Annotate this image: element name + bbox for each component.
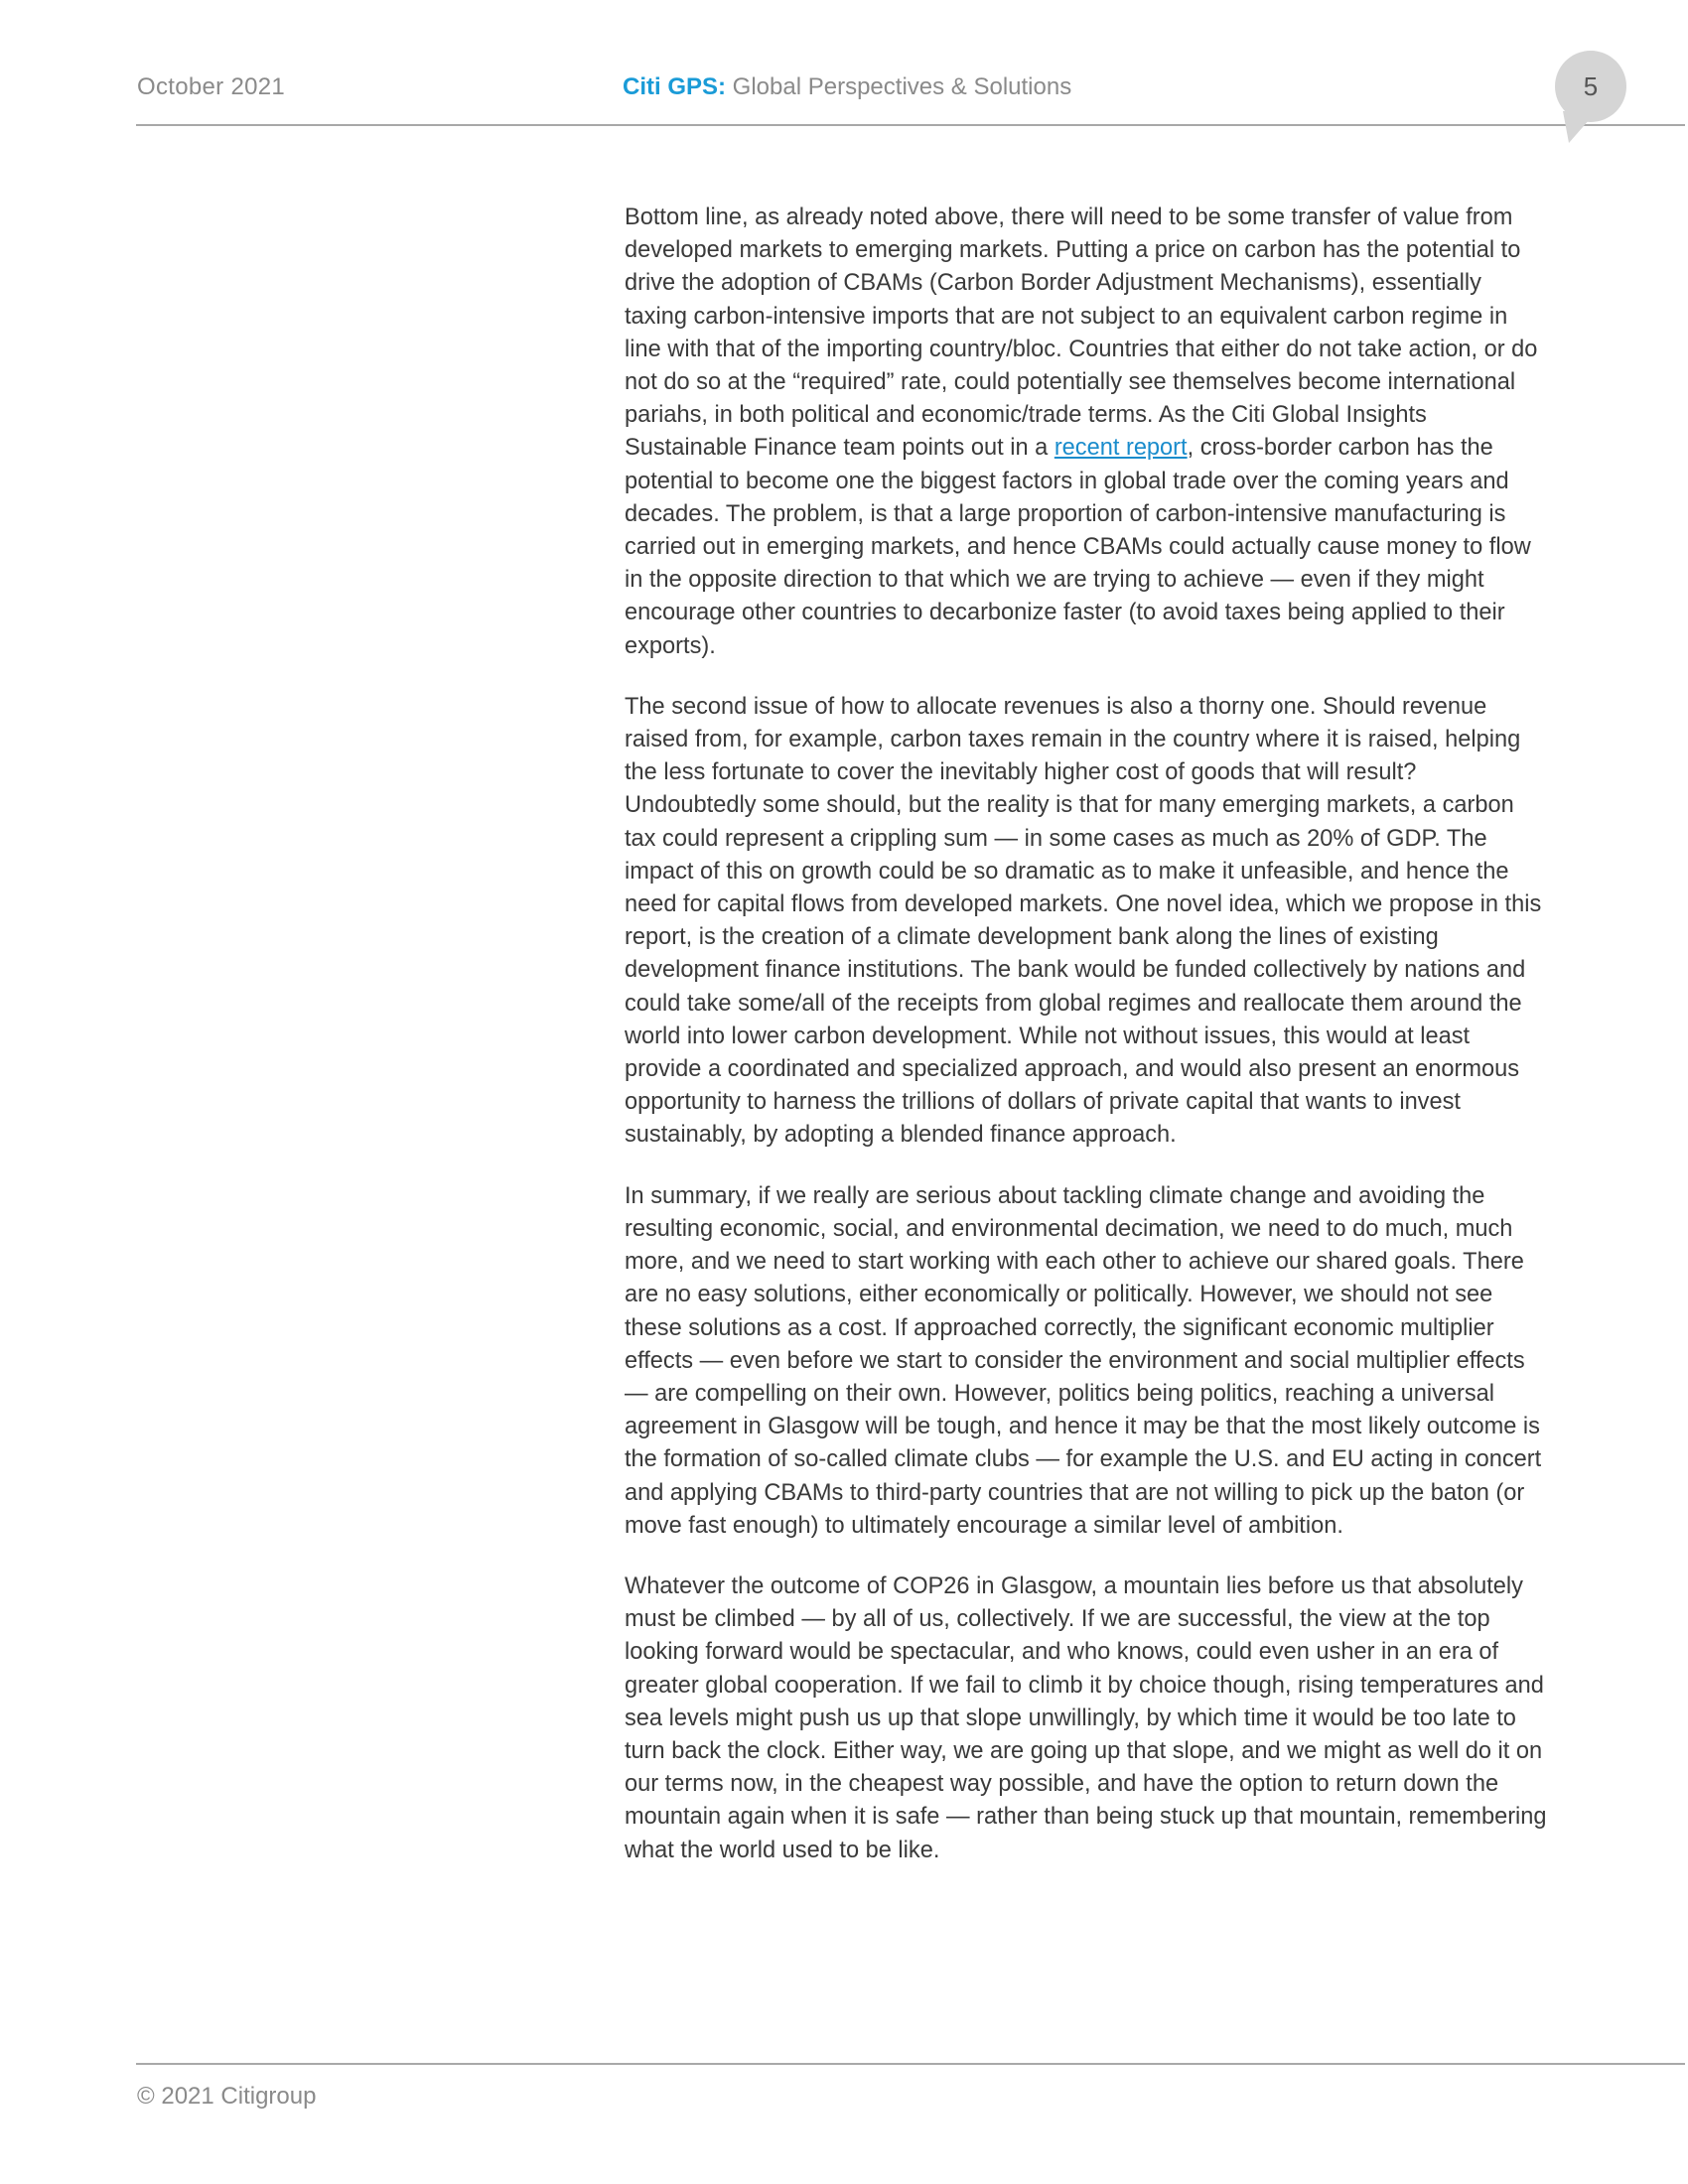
page-number-badge: 5 [1555,51,1626,122]
footer-copyright: © 2021 Citigroup [137,2083,317,2110]
header-rule [136,124,1685,126]
footer-rule [136,2063,1685,2065]
header-date: October 2021 [137,73,286,100]
paragraph-conclusion: Whatever the outcome of COP26 in Glasgow, a mountain lies before us that absolutely must be climbed — by all of us, collectively. If we are successful, the view at the top looking forward would be spectacular, and who knows, could even usher in an era of greater global cooperation. If we fail to climb it by choice though, rising temperatures and sea levels might push us up that slope unwillingly, by which time it would be too late to turn back the clock. Either way, we are going up that slope, and we might as well do it on our terms now, in the cheapest way possible, and have the option to return down the mountain again when it is safe — rather than being stuck up that mountain, remembering what the world used to be like. [625,1572,1547,1863]
paragraph-summary: In summary, if we really are serious about tackling climate change and avoiding the resulting economic, social, and environmental decimation, we need to do much, much more, and we need to start working with each other to achieve our shared goals. There are no easy solutions, either economically or politically. However, we should not see these solutions as a cost. If approached correctly, the significant economic multiplier effects — even before we start to consider the environment and social multiplier effects — are compelling on their own. However, politics being politics, reaching a universal agreement in Glasgow will be tough, and hence it may be that the most likely outcome is the formation of so-called climate clubs — for example the U.S. and EU acting in concert and applying CBAMs to third-party countries that are not willing to pick up the baton (or move fast enough) to ultimately encourage a similar level of ambition. [625,1182,1542,1539]
paragraph-allocate-revenues: The second issue of how to allocate revenues is also a thorny one. Should revenue raised from, for example, carbon taxes remain in the country where it is raised, helping the less fortunate to cover the inevitably higher cost of goods that will result? Undoubtedly some should, but the reality is that for many emerging markets, a carbon tax could represent a crippling sum — in some cases as much as 20% of GDP. The impact of this on growth could be so dramatic as to make it unfeasible, and hence the need for capital flows from developed markets. One novel idea, which we propose in this report, is the creation of a climate development bank along the lines of existing development finance institutions. The bank would be funded collectively by nations and could take some/all of the receipts from global regimes and reallocate them around the world into lower carbon development. While not without issues, this would at least provide a coordinated and specialized approach, and would also present an enormous opportunity to harness the trillions of dollars of private capital that wants to invest sustainably, by adopting a blended finance approach. [625,693,1542,1149]
paragraph-transfer-of-value: Bottom line, as already noted above, there will need to be some transfer of value from developed markets to emerging markets. Putting a price on carbon has the potential to drive the adoption of CBAMs (Carbon Border Adjustment Mechanisms), essentially taxing carbon-intensive imports that are not subject to an equivalent carbon regime in line with that of the importing country/bloc. Countries that either do not take action, or do not do so at the “required” rate, could potentially see themselves become international pariahs, in both political and economic/trade terms. As the Citi Global Insights Sustainable Finance team points out in a recent report, cross-border carbon has the potential to become one the biggest factors in global trade over the coming years and decades. The problem, is that a large proportion of carbon-intensive manufacturing is carried out in emerging markets, and hence CBAMs could actually cause money to flow in the opposite direction to that which we are trying to achieve — even if they might encourage other countries to decarbonize faster (to avoid taxes being applied to their exports). [625,205,1538,659]
header-title [623,73,1071,101]
header-subtitle: Global Perspectives & Solutions [726,73,1072,100]
main-text [625,202,1548,1895]
header-brand: Citi GPS: [623,73,727,100]
recent-report-link[interactable]: recent report [1054,435,1188,462]
